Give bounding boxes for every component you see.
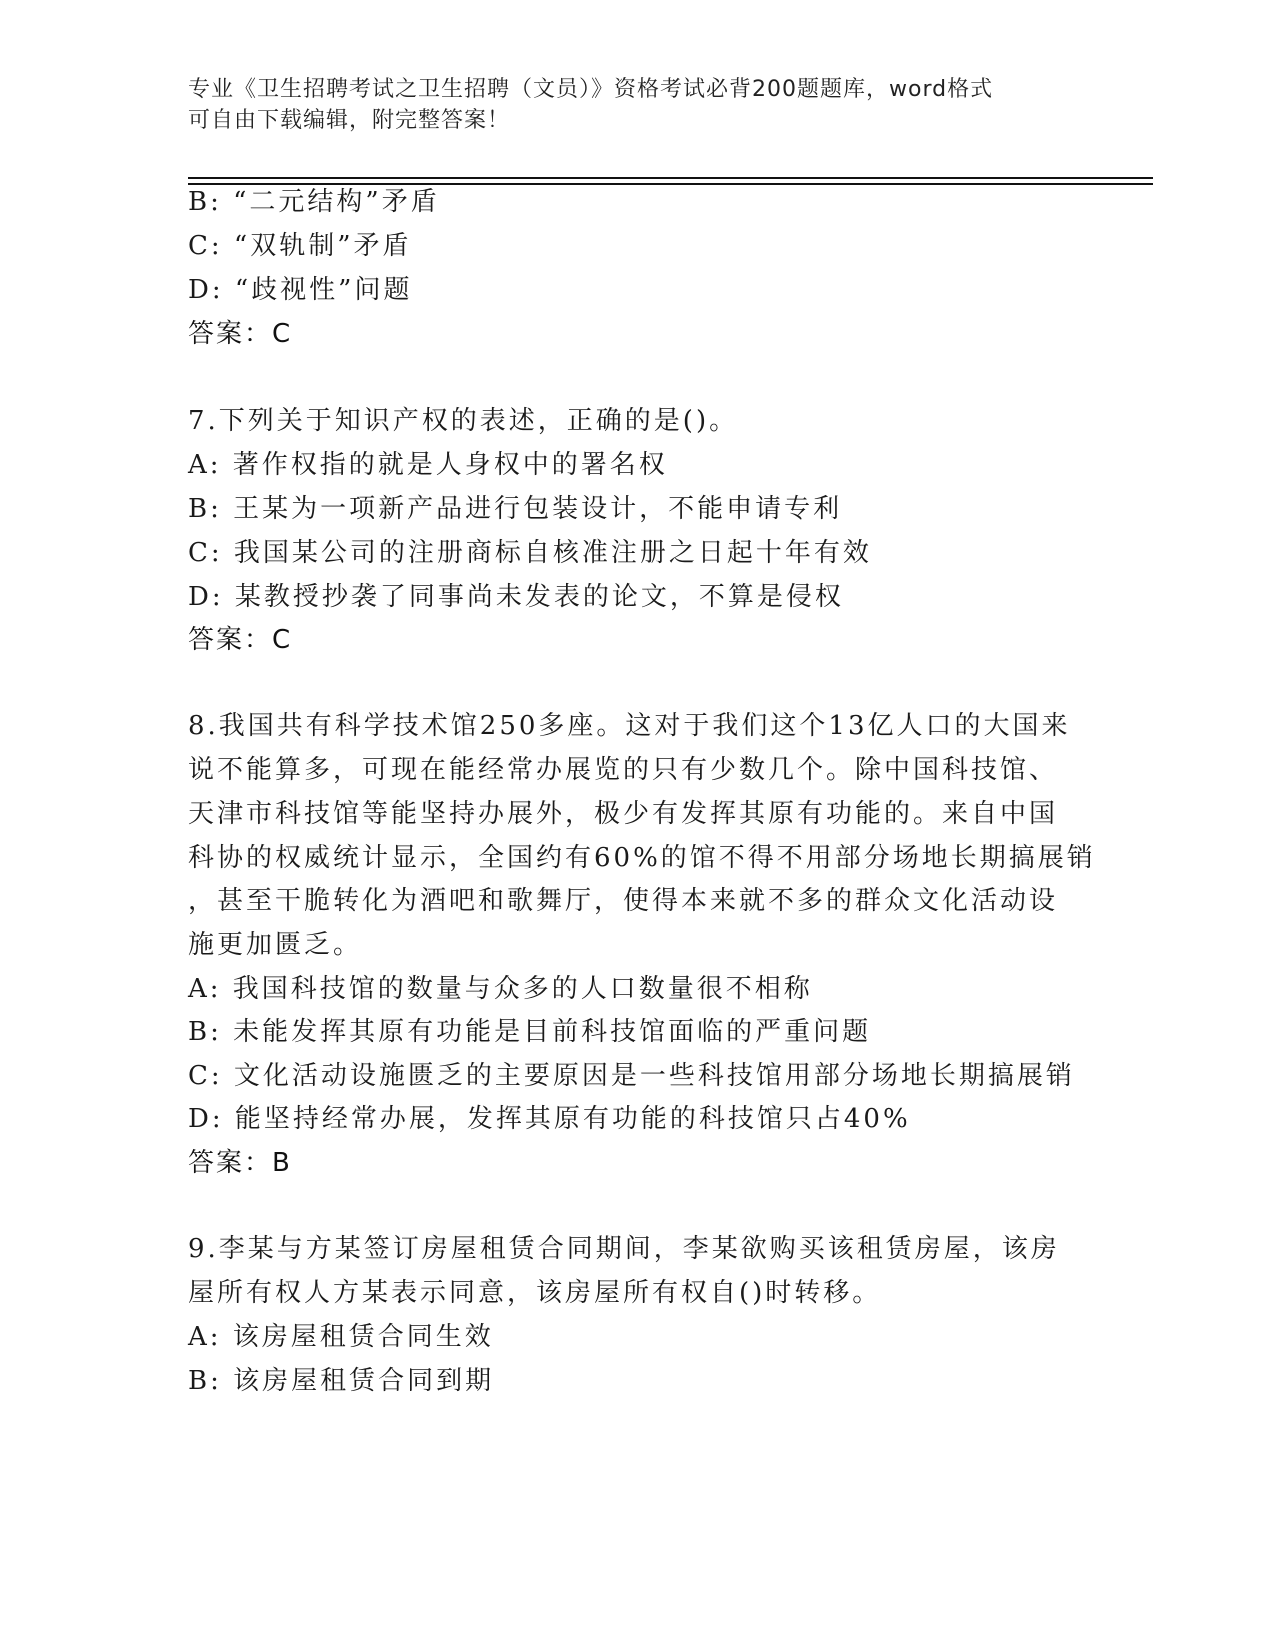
q8-stem-line-6: 施更加匮乏。: [188, 930, 363, 960]
q8-stem-line-5: ，甚至干脆转化为酒吧和歌舞厅，使得本来就不多的群众文化活动设: [188, 886, 1059, 916]
q8-option-b: B: 未能发挥其原有功能是目前科技馆面临的严重问题: [188, 1017, 872, 1047]
header-title-line-1: 专业《卫生招聘考试之卫生招聘（文员）》资格考试必背200题题库，word格式: [188, 77, 994, 102]
q6-answer: 答案：C: [188, 319, 293, 349]
header-title-line-2: 可自由下载编辑，附完整答案！: [188, 108, 511, 133]
q7-option-c: C: 我国某公司的注册商标自核准注册之日起十年有效: [188, 538, 872, 568]
q6-option-b: B: “二元结构”矛盾: [188, 187, 440, 217]
q8-stem-line-3: 天津市科技馆等能坚持办展外，极少有发挥其原有功能的。来自中国: [188, 799, 1059, 829]
q6-option-c: C: “双轨制”矛盾: [188, 231, 412, 261]
document-header: [188, 74, 1088, 136]
q7-option-b: B: 王某为一项新产品进行包装设计，不能申请专利: [188, 494, 843, 524]
q8-option-c: C: 文化活动设施匮乏的主要原因是一些科技馆用部分场地长期搞展销: [188, 1061, 1075, 1091]
q7-option-a: A: 著作权指的就是人身权中的署名权: [188, 450, 668, 480]
q7-option-d: D: 某教授抄袭了同事尚未发表的论文，不算是侵权: [188, 582, 844, 612]
q8-stem-line-1: 8.我国共有科学技术馆250多座。这对于我们这个13亿人口的大国来: [188, 711, 1071, 741]
q7-answer: 答案：C: [188, 625, 293, 655]
q6-option-d: D: “歧视性”问题: [188, 275, 413, 305]
header-divider-bottom: [188, 183, 1153, 185]
q8-answer: 答案：B: [188, 1148, 292, 1178]
q8-stem-line-2: 说不能算多，可现在能经常办展览的只有少数几个。除中国科技馆、: [188, 755, 1059, 785]
q9-option-b: B: 该房屋租赁合同到期: [188, 1366, 495, 1396]
q9-option-a: A: 该房屋租赁合同生效: [188, 1322, 494, 1352]
q9-stem-line-2: 屋所有权人方某表示同意，该房屋所有权自()时转移。: [188, 1278, 882, 1308]
q8-stem-line-4: 科协的权威统计显示，全国约有60%的馆不得不用部分场地长期搞展销: [188, 843, 1096, 873]
q8-option-d: D: 能坚持经常办展，发挥其原有功能的科技馆只占40%: [188, 1104, 911, 1134]
header-divider-top: [188, 177, 1153, 179]
q7-stem: 7.下列关于知识产权的表述，正确的是()。: [188, 406, 739, 436]
q9-stem-line-1: 9.李某与方某签订房屋租赁合同期间，李某欲购买该租赁房屋，该房: [188, 1234, 1060, 1264]
q8-option-a: A: 我国科技馆的数量与众多的人口数量很不相称: [188, 974, 813, 1004]
